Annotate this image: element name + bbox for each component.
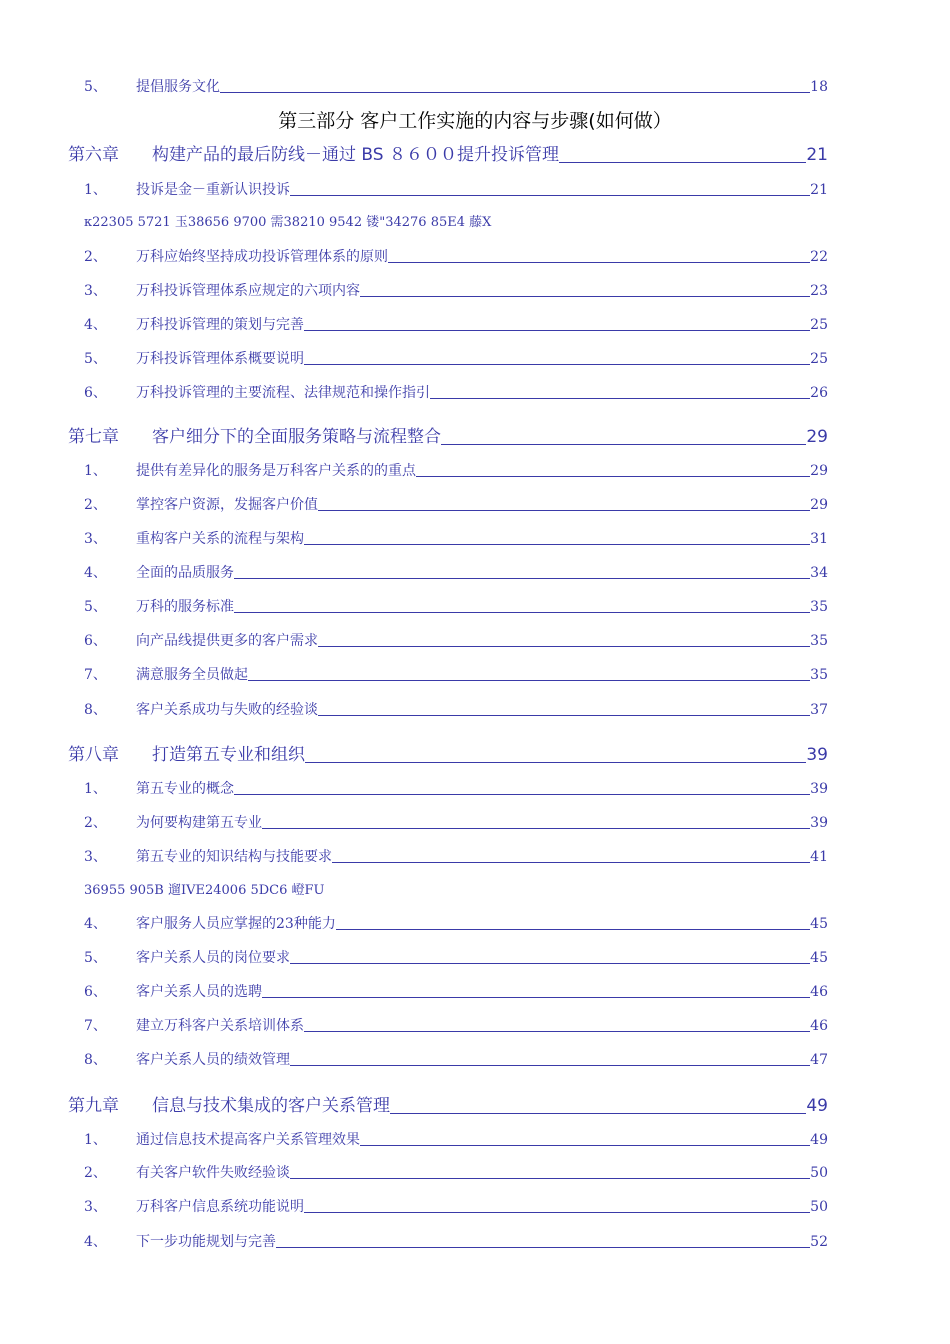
toc-item-link[interactable] — [84, 282, 828, 300]
toc-leader-line — [441, 444, 806, 445]
toc-leader-line — [318, 510, 810, 511]
toc-number: 4、 — [84, 565, 107, 581]
toc-number: 第六章 — [68, 145, 119, 165]
toc-page-number: 52 — [810, 1234, 828, 1250]
toc-title: 满意服务全员做起 — [136, 667, 248, 683]
toc-item-link[interactable] — [84, 915, 828, 933]
toc-page-number: 25 — [810, 351, 828, 367]
toc-leader-line — [262, 828, 810, 829]
toc-item-link[interactable] — [84, 983, 828, 1001]
toc-title: 通过信息技术提高客户关系管理效果 — [136, 1132, 360, 1148]
toc-item-link[interactable] — [84, 780, 828, 798]
toc-leader-line — [290, 963, 810, 964]
toc-number: 3、 — [84, 283, 107, 299]
toc-item-link[interactable] — [84, 632, 828, 650]
toc-item-link[interactable] — [84, 666, 828, 684]
toc-leader-line — [390, 1113, 806, 1114]
toc-page-number: 39 — [806, 745, 828, 765]
toc-title: 提供有差异化的服务是万科客户关系的的重点 — [136, 463, 416, 479]
toc-title: 第五专业的知识结构与技能要求 — [136, 849, 332, 865]
toc-chapter-link[interactable] — [68, 426, 828, 448]
toc-item-link[interactable] — [84, 1233, 828, 1251]
toc-leader-line — [234, 794, 810, 795]
toc-title: 第五专业的概念 — [136, 781, 234, 797]
toc-number: 1、 — [84, 182, 107, 198]
toc-item-link[interactable] — [84, 248, 828, 266]
toc-item-link[interactable] — [84, 350, 828, 368]
toc-leader-line — [318, 646, 810, 647]
toc-title: 下一步功能规划与完善 — [136, 1234, 276, 1250]
toc-page-number: 47 — [810, 1052, 828, 1068]
toc-item-link[interactable] — [84, 496, 828, 514]
toc-leader-line — [332, 862, 810, 863]
toc-number: 8、 — [84, 702, 107, 718]
toc-page-number: 29 — [810, 463, 828, 479]
toc-title: 信息与技术集成的客户关系管理 — [152, 1096, 390, 1116]
toc-leader-line — [388, 262, 810, 263]
toc-number: 5、 — [84, 351, 107, 367]
toc-number: 第九章 — [68, 1096, 119, 1116]
toc-number: 3、 — [84, 849, 107, 865]
toc-page-number: 45 — [810, 950, 828, 966]
toc-title: 重构客户关系的流程与架构 — [136, 531, 304, 547]
toc-title: 客户关系人员的绩效管理 — [136, 1052, 290, 1068]
toc-page-number: 50 — [810, 1165, 828, 1181]
toc-leader-line — [290, 1178, 810, 1179]
toc-leader-line — [290, 195, 810, 196]
toc-item-link[interactable] — [84, 316, 828, 334]
toc-number: 5、 — [84, 950, 107, 966]
toc-chapter-link[interactable] — [68, 144, 828, 166]
toc-item-link[interactable] — [84, 1051, 828, 1069]
toc-item-link[interactable] — [84, 384, 828, 402]
toc-item-link[interactable] — [84, 181, 828, 199]
toc-page-number: 46 — [810, 1018, 828, 1034]
toc-number: 3、 — [84, 531, 107, 547]
toc-number: 5、 — [84, 79, 107, 95]
toc-leader-line — [304, 364, 810, 365]
toc-item-link[interactable] — [84, 564, 828, 582]
toc-number: 第八章 — [68, 745, 119, 765]
toc-page-number: 39 — [810, 781, 828, 797]
toc-item-link[interactable] — [84, 530, 828, 548]
toc-number: 8、 — [84, 1052, 107, 1068]
toc-title: 客户关系人员的岗位要求 — [136, 950, 290, 966]
toc-title: 万科投诉管理体系概要说明 — [136, 351, 304, 367]
toc-page-number: 29 — [806, 427, 828, 447]
toc-number: 4、 — [84, 317, 107, 333]
toc-title: 万科应始终坚持成功投诉管理体系的原则 — [136, 249, 388, 265]
toc-title: 有关客户软件失败经验谈 — [136, 1165, 290, 1181]
toc-page-number: 18 — [810, 79, 828, 95]
toc-number: 第七章 — [68, 427, 119, 447]
toc-leader-line — [336, 929, 810, 930]
toc-title: 万科投诉管理的主要流程、法律规范和操作指引 — [136, 385, 430, 401]
toc-title: 万科客户信息系统功能说明 — [136, 1199, 304, 1215]
toc-page-number: 34 — [810, 565, 828, 581]
toc-title: 向产品线提供更多的客户需求 — [136, 633, 318, 649]
toc-title: 客户服务人员应掌握的23种能力 — [136, 916, 336, 932]
toc-item-link[interactable] — [84, 598, 828, 616]
toc-leader-line — [416, 476, 810, 477]
toc-number: 4、 — [84, 1234, 107, 1250]
toc-chapter-link[interactable] — [68, 1095, 828, 1117]
toc-leader-line — [262, 997, 810, 998]
toc-item-link[interactable] — [84, 1198, 828, 1216]
toc-leader-line — [360, 1145, 810, 1146]
part-title: 第三部分 客户工作实施的内容与步骤(如何做） — [278, 110, 672, 132]
toc-number: 2、 — [84, 497, 107, 513]
toc-title: 客户细分下的全面服务策略与流程整合 — [152, 427, 441, 447]
toc-item-link[interactable] — [84, 949, 828, 967]
toc-leader-line — [234, 612, 810, 613]
toc-title: 客户关系人员的选聘 — [136, 984, 262, 1000]
toc-item-link[interactable] — [84, 814, 828, 832]
toc-page-number: 35 — [810, 667, 828, 683]
toc-title: 万科的服务标准 — [136, 599, 234, 615]
toc-leader-line — [559, 162, 806, 163]
toc-title: 万科投诉管理的策划与完善 — [136, 317, 304, 333]
toc-leader-line — [234, 578, 810, 579]
toc-page-number: 45 — [810, 916, 828, 932]
toc-page-number: 39 — [810, 815, 828, 831]
toc-leader-line — [304, 330, 810, 331]
toc-number: 3、 — [84, 1199, 107, 1215]
toc-title: 构建产品的最后防线－通过 BS ８６００提升投诉管理 — [152, 145, 559, 165]
toc-title: 建立万科客户关系培训体系 — [136, 1018, 304, 1034]
toc-page-number: 26 — [810, 385, 828, 401]
toc-number: 4、 — [84, 916, 107, 932]
toc-number: 1、 — [84, 1132, 107, 1148]
toc-page-number: 49 — [806, 1096, 828, 1116]
toc-leader-line — [318, 715, 810, 716]
toc-page-number: 35 — [810, 633, 828, 649]
toc-number: 2、 — [84, 249, 107, 265]
toc-leader-line — [304, 1212, 810, 1213]
toc-item-link[interactable] — [84, 701, 828, 719]
toc-leader-line — [276, 1247, 810, 1248]
toc-number: 6、 — [84, 633, 107, 649]
toc-number: 6、 — [84, 385, 107, 401]
toc-number: 6、 — [84, 984, 107, 1000]
toc-page-number: 29 — [810, 497, 828, 513]
toc-number: 7、 — [84, 667, 107, 683]
toc-item-link[interactable] — [84, 1164, 828, 1182]
toc-title: 万科投诉管理体系应规定的六项内容 — [136, 283, 360, 299]
toc-page-number: 41 — [810, 849, 828, 865]
toc-title: 打造第五专业和组织 — [152, 745, 305, 765]
toc-title: 投诉是金－重新认识投诉 — [136, 182, 290, 198]
toc-number: 7、 — [84, 1018, 107, 1034]
toc-number: 5、 — [84, 599, 107, 615]
toc-leader-line — [304, 1031, 810, 1032]
toc-title: 为何要构建第五专业 — [136, 815, 262, 831]
toc-leader-line — [305, 762, 806, 763]
toc-leader-line — [290, 1065, 810, 1066]
toc-page-number: 35 — [810, 599, 828, 615]
toc-page-number: 23 — [810, 283, 828, 299]
toc-number: 1、 — [84, 463, 107, 479]
toc-page-number: 31 — [810, 531, 828, 547]
toc-title: 提倡服务文化 — [136, 79, 220, 95]
toc-leader-line — [248, 680, 810, 681]
toc-chapter-link[interactable] — [68, 744, 828, 766]
toc-page-number: 46 — [810, 984, 828, 1000]
toc-page-number: 21 — [810, 182, 828, 198]
toc-page-number: 49 — [810, 1132, 828, 1148]
toc-number: 1、 — [84, 781, 107, 797]
toc-page-number: 21 — [806, 145, 828, 165]
toc-leader-line — [304, 544, 810, 545]
toc-leader-line — [360, 296, 810, 297]
toc-title: 掌控客户资源，发掘客户价值 — [136, 497, 318, 513]
toc-leader-line — [430, 398, 810, 399]
toc-number: 2、 — [84, 815, 107, 831]
toc-page-number: 37 — [810, 702, 828, 718]
garbled-text-line: к22305 5721 玉38656 9700 需38210 9542 镂"34276 85E4 藤Χ — [84, 215, 492, 230]
toc-page-number: 50 — [810, 1199, 828, 1215]
toc-item-link[interactable] — [84, 848, 828, 866]
toc-item-link[interactable] — [84, 1017, 828, 1035]
garbled-text-line: 36955 905B 遛IVЕ24006 5DC6 嶝FU — [84, 883, 325, 898]
toc-title: 全面的品质服务 — [136, 565, 234, 581]
toc-item-link[interactable] — [84, 462, 828, 480]
toc-number: 2、 — [84, 1165, 107, 1181]
toc-leader-line — [220, 92, 810, 93]
toc-title: 客户关系成功与失败的经验谈 — [136, 702, 318, 718]
toc-page-number: 25 — [810, 317, 828, 333]
toc-item-link[interactable] — [84, 78, 828, 96]
toc-item-link[interactable] — [84, 1131, 828, 1149]
toc-page-number: 22 — [810, 249, 828, 265]
